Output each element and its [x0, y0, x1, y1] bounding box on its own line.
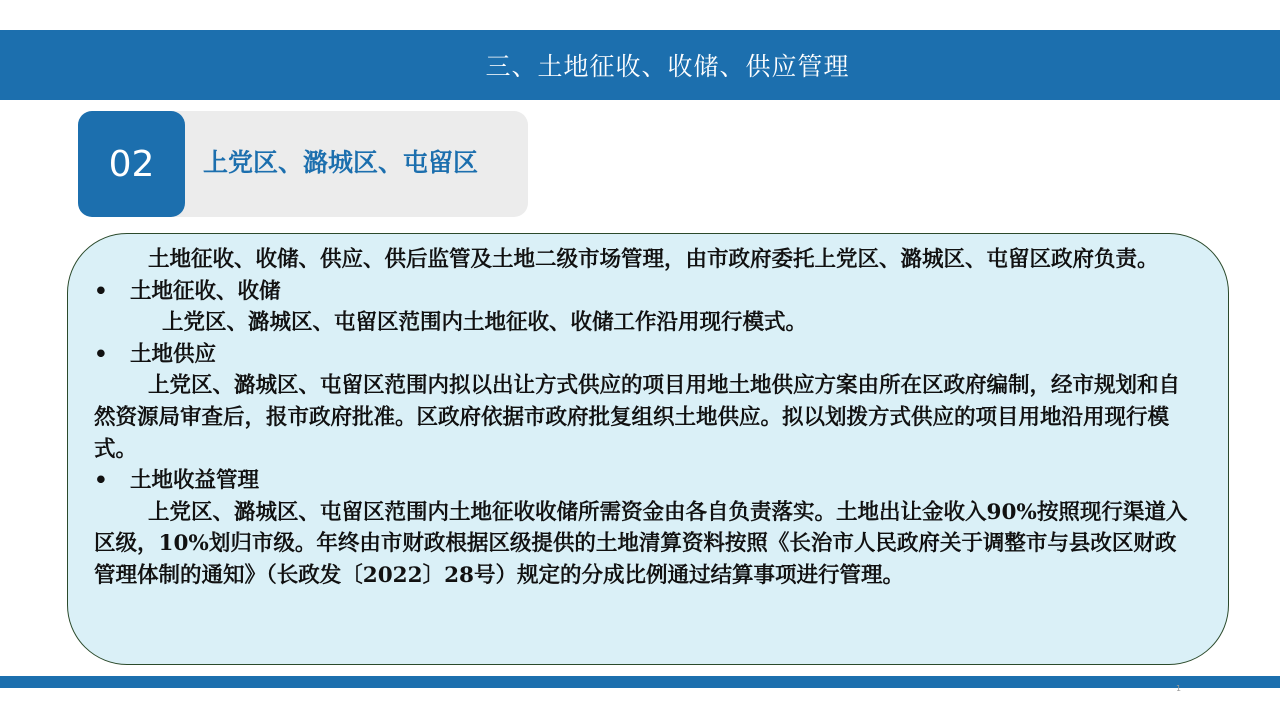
footer-bar: [0, 676, 1280, 688]
page-number: 1: [1176, 684, 1182, 693]
bullet-item-land-acquisition: [94, 276, 1194, 308]
bullet-heading: 土地收益管理: [130, 468, 260, 494]
bullet-heading: 土地供应: [130, 341, 217, 367]
content-text: [94, 244, 1194, 592]
section-number: 02: [108, 143, 155, 185]
bullet-icon: •: [94, 278, 108, 304]
bullet-body: 上党区、潞城区、屯留区范围内土地征收、收储工作沿用现行模式。: [162, 310, 808, 336]
bullet-item-land-revenue: [94, 465, 1194, 497]
section-title: 上党区、潞城区、屯留区: [203, 148, 479, 177]
bullet-icon: •: [94, 341, 108, 367]
bullet-body: 上党区、潞城区、屯留区范围内土地征收收储所需资金由各自负责落实。土地出让金收入90%按照现行渠道入区级，10%划归市级。年终由市财政根据区级提供的土地清算资料按照《长治市人民政府关于调整市与县改区财政管理体制的通知》（长政发〔2022〕28号）规定的分成比例通过结算事项进行管理。: [94, 499, 1188, 588]
header-bar: [0, 30, 1280, 100]
intro-paragraph: 土地征收、收储、供应、供后监管及土地二级市场管理，由市政府委托上党区、潞城区、屯留区政府负责。: [148, 247, 1159, 272]
bullet-item-land-supply: [94, 339, 1194, 371]
bullet-heading: 土地征收、收储: [130, 278, 281, 304]
page-title: 三、土地征收、收储、供应管理: [485, 52, 850, 81]
bullet-body: 上党区、潞城区、屯留区范围内拟以出让方式供应的项目用地土地供应方案由所在区政府编制，经市规划和自然资源局审查后，报市政府批准。区政府依据市政府批复组织土地供应。拟以划拨方式供应的项目用地沿用现行模式。: [94, 373, 1181, 462]
section-number-box: [78, 111, 185, 217]
bullet-icon: •: [94, 468, 108, 494]
